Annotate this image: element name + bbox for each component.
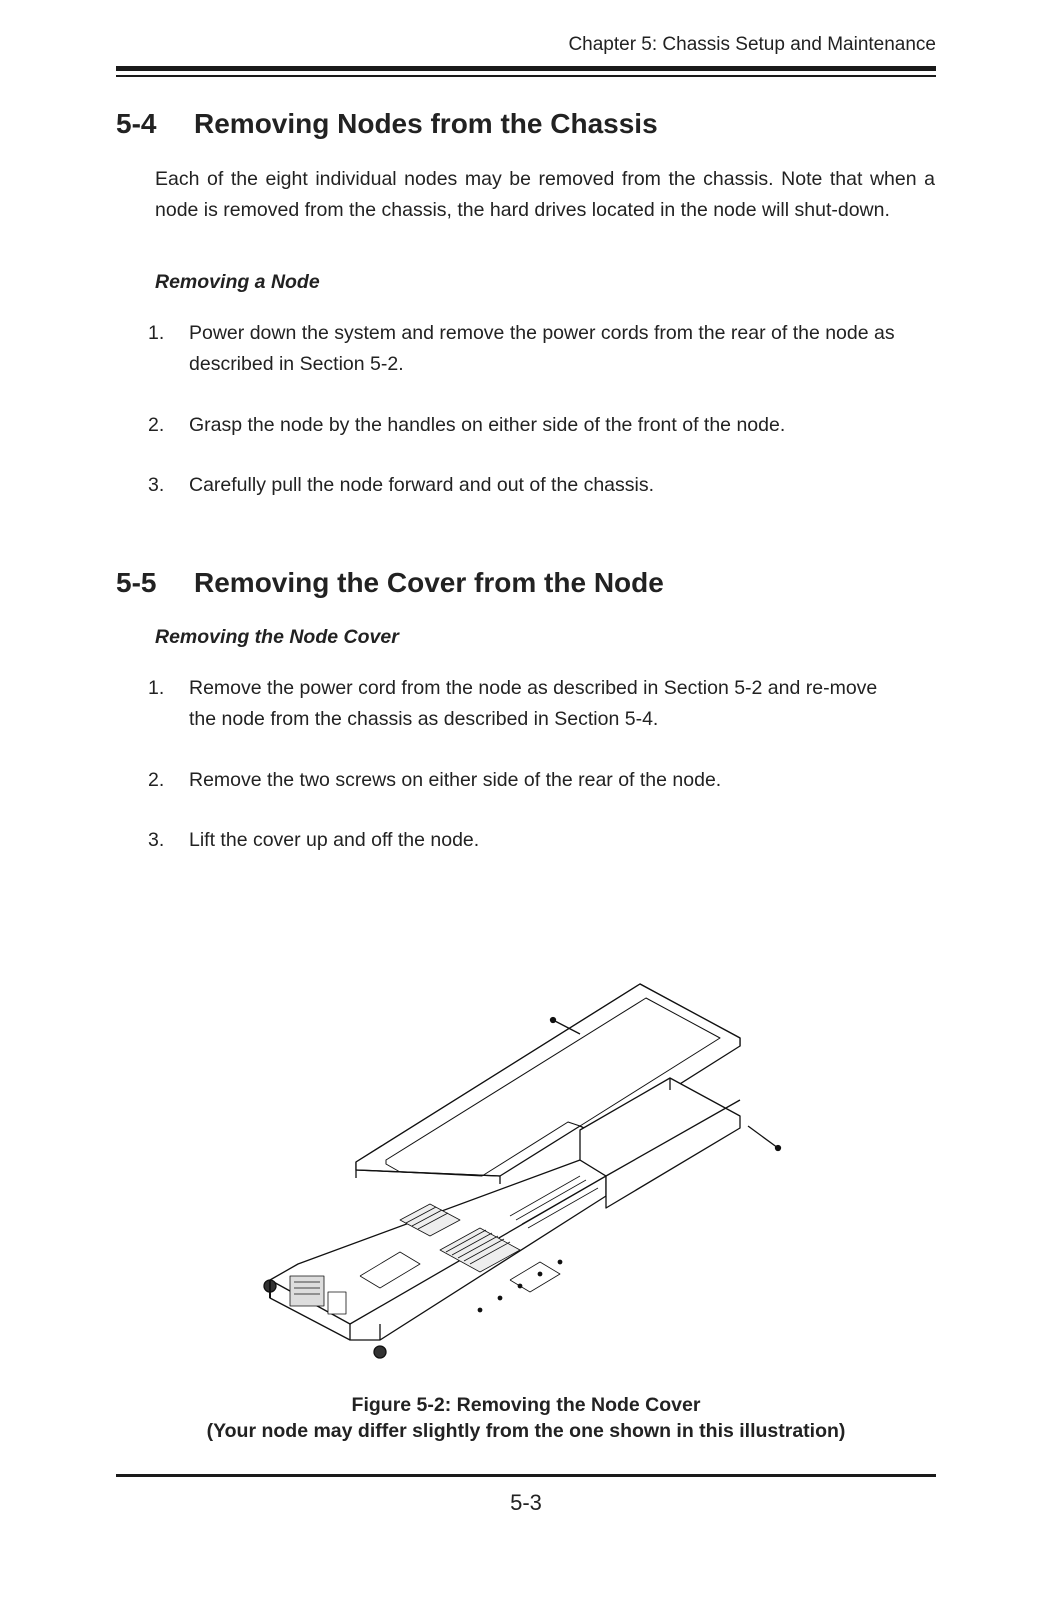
list-item [148,318,908,380]
step-text: Remove the two screws on either side of the rear of the node. [189,769,722,791]
subheading-removing-node-cover: Removing the Node Cover [155,626,399,648]
step-number: 2. [148,414,165,436]
step-number: 2. [148,769,165,791]
step-text: Remove the power cord from the node as described in Section 5-2 and re-move the node from the chassis as described in Section 5-4. [189,677,878,730]
step-text: Power down the system and remove the power cords from the rear of the node as described in Section 5-2. [189,322,895,375]
node-cover-illustration [250,980,810,1380]
section-title: Removing the Cover from the Node [194,567,664,598]
list-item [148,410,908,441]
step-text: Carefully pull the node forward and out of the chassis. [189,474,655,496]
section-number: 5-4 [116,108,157,139]
step-number: 3. [148,829,165,851]
subheading-removing-a-node: Removing a Node [155,271,320,293]
figure-caption-title: Figure 5-2: Removing the Node Cover [351,1394,701,1416]
section-heading-5-4 [116,108,658,140]
node-chassis [270,1160,606,1340]
section-number: 5-5 [116,567,157,598]
step-text: Lift the cover up and off the node. [189,829,480,851]
running-header: Chapter 5: Chassis Setup and Maintenance [568,34,936,55]
step-number: 1. [148,322,165,344]
footer-rule [116,1474,936,1477]
step-text: Grasp the node by the handles on either side of the front of the node. [189,414,786,436]
front-handle-right [374,1346,386,1358]
list-item [148,673,908,735]
step-number: 1. [148,677,165,699]
list-item [148,765,908,796]
header-rule-thin [116,75,936,77]
step-number: 3. [148,474,165,496]
figure-caption-note: (Your node may differ slightly from the one shown in this illustration) [206,1420,846,1442]
section-heading-5-5 [116,567,664,599]
screw-right [748,1126,778,1148]
page-number: 5-3 [510,1490,542,1515]
intro-paragraph: Each of the eight individual nodes may be removed from the chassis. Note that when a node is removed from the chassis, the hard drives located in the node will shut-down. [155,168,935,221]
header-rule [116,66,936,71]
list-item [148,470,908,501]
section-title: Removing Nodes from the Chassis [194,108,658,139]
list-item [148,825,908,856]
